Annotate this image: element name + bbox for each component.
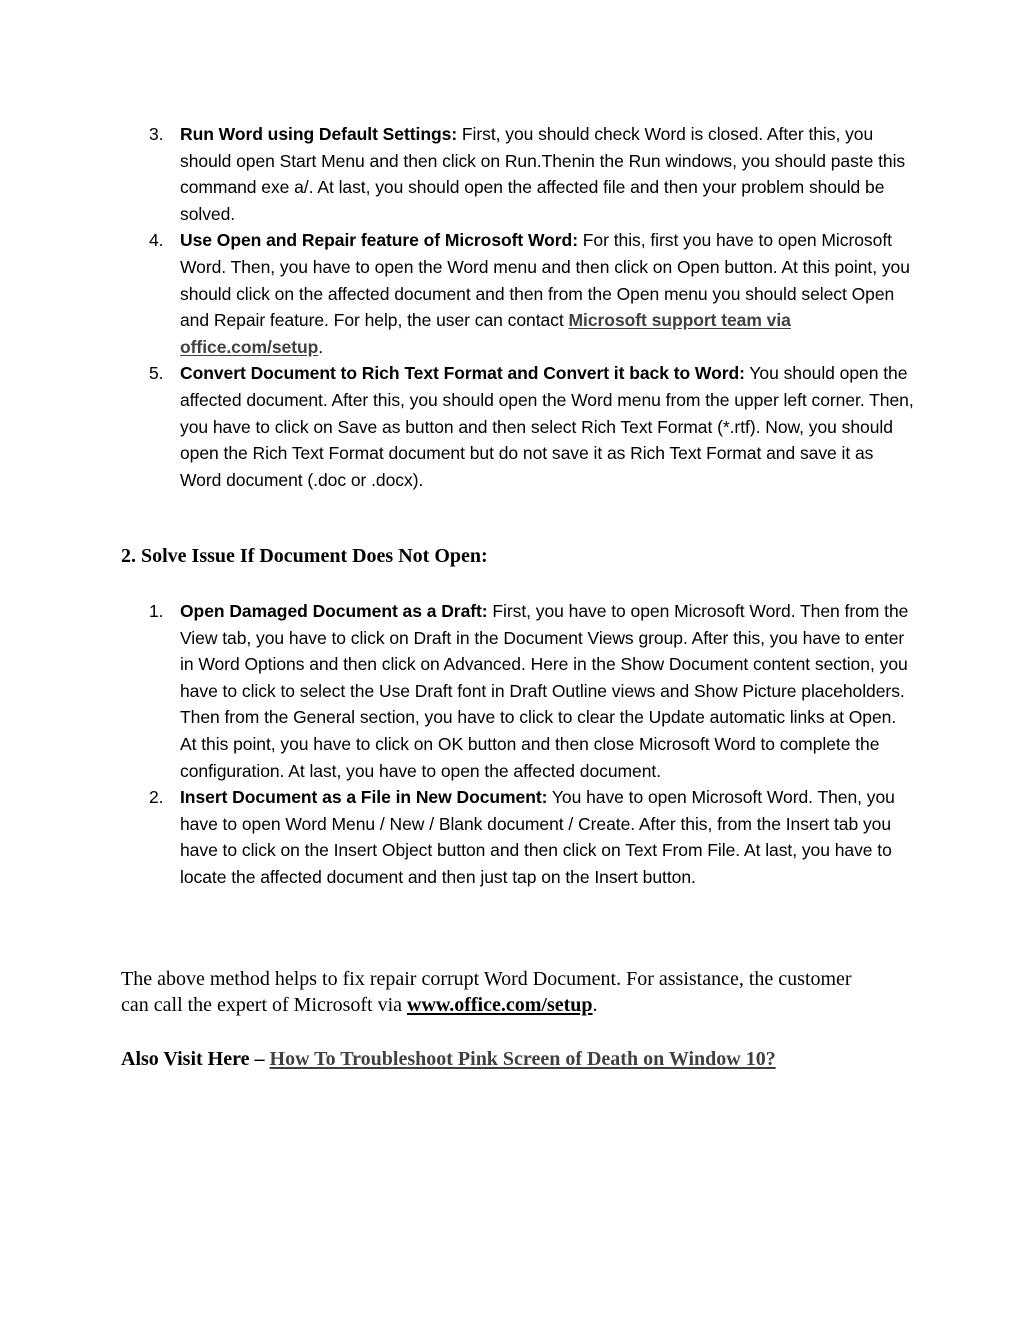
list-item-text-end: . — [318, 336, 324, 357]
list-item-number: 2. — [149, 787, 164, 808]
also-visit-line — [121, 1046, 776, 1072]
pink-screen-article-link[interactable]: How To Troubleshoot Pink Screen of Death on Window 10? — [269, 1048, 776, 1070]
list-item — [149, 360, 915, 493]
list-item-title: Insert Document as a File in New Document: — [180, 787, 548, 808]
list-item — [149, 121, 915, 227]
closing-text: The above method helps to fix repair corrupt Word Document. For assistance, the customer can call the expert of Microsoft via — [121, 968, 852, 1016]
list-item-number: 5. — [149, 363, 164, 384]
list-item-title: Convert Document to Rich Text Format and Convert it back to Word: — [180, 363, 745, 384]
microsoft-support-link[interactable]: Microsoft support team via office.com/setup — [180, 310, 791, 357]
closing-text-end: . — [592, 994, 598, 1016]
list-item-text: You have to open Microsoft Word. Then, you have to open Word Menu / New / Blank document / Create. After this, from the Insert tab you have to click on the Insert Object button and then click on Text From File. At last, you have to locate the affected document and then just tap on the Insert button. — [180, 787, 895, 887]
list-item — [149, 598, 915, 784]
office-setup-link[interactable]: www.office.com/setup — [407, 994, 593, 1016]
also-visit-label: Also Visit Here – — [121, 1048, 270, 1070]
list-item-title: Use Open and Repair feature of Microsoft Word: — [180, 230, 578, 251]
list-item — [149, 227, 915, 360]
list-item — [149, 784, 915, 890]
steps-list — [149, 598, 915, 891]
list-item-text: First, you should check Word is closed. After this, you should open Start Menu and then click on Run.Thenin the Run windows, you should paste this command exe a/. At last, you should open the affected file and then your problem should be solved. — [180, 124, 906, 224]
steps-list-continued — [149, 121, 915, 493]
list-item-title: Run Word using Default Settings: — [180, 124, 458, 144]
list-item-number: 1. — [149, 601, 164, 621]
list-item-number: 3. — [149, 124, 164, 144]
list-item-text: First, you have to open Microsoft Word. Then from the View tab, you have to click on Draft in the Document Views group. After this, you have to enter in Word Options and then click on Advanced. Here in the Show Document content section, you have to click to select the Use Draft font in Draft Outline views and Show Picture placeholders. Then from the General section, you have to click to clear the Update automatic links at Open. At this point, you have to click on OK button and then close Microsoft Word to complete the configuration. At last, you have to open the affected document. — [180, 601, 909, 781]
list-item-title: Open Damaged Document as a Draft: — [180, 601, 488, 621]
list-item-number: 4. — [149, 230, 164, 251]
list-item-text: For this, first you have to open Microsoft Word. Then, you have to open the Word menu and then click on Open button. At this point, you should click on the affected document and then from the Open menu you should select Open and Repair feature. For help, the user can contact — [180, 230, 910, 331]
section-heading: 2. Solve Issue If Document Does Not Open: — [121, 545, 488, 567]
list-item-text: You should open the affected document. After this, you should open the Word menu from the upper left corner. Then, you have to click on Save as button and then select Rich Text Format (*.rtf). Now, you should open the Rich Text Format document but do not save it as Rich Text Format and save it as Word document (.doc or .docx). — [180, 363, 914, 490]
closing-paragraph — [121, 966, 881, 1018]
